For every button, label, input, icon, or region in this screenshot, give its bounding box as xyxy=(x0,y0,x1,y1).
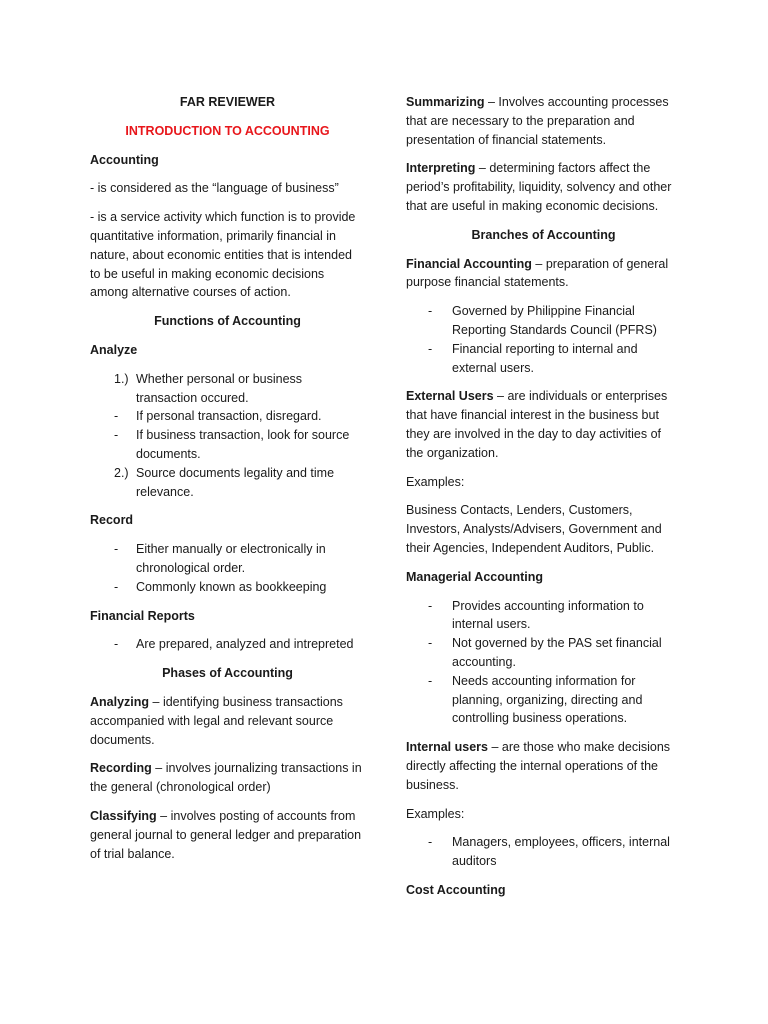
list-marker: - xyxy=(428,598,433,613)
classifying-term: Classifying xyxy=(90,808,157,823)
accounting-heading: Accounting xyxy=(90,152,159,167)
document-title: FAR REVIEWER xyxy=(179,95,276,109)
list-text: Whether personal or business transaction occured. xyxy=(136,371,303,405)
financial-accounting-text: – preparation of general purpose financial statements. xyxy=(406,256,669,290)
list-text: Provides accounting information to internal users. xyxy=(452,598,644,632)
list-marker: 2.) xyxy=(114,465,129,480)
list-text: If business transaction, look for source documents. xyxy=(136,428,350,461)
examples-text-1: Business Contacts, Lenders, Customers, Investors, Analysts/Advisers, Government and their Agencies, Independent Auditors, Public. xyxy=(406,503,662,555)
analyze-heading: Analyze xyxy=(90,342,138,357)
external-users-text: – are individuals or enterprises that have financial interest in the business but they are involved in the day to day activities of the organization. xyxy=(406,389,668,460)
list-marker: - xyxy=(428,673,433,688)
financial-accounting-paragraph xyxy=(406,255,681,293)
list-marker: - xyxy=(428,636,433,651)
classifying-paragraph xyxy=(90,807,365,863)
list-item xyxy=(406,340,681,378)
internal-users-term: Internal users xyxy=(406,740,488,755)
right-column xyxy=(406,93,681,910)
document-subtitle: INTRODUCTION TO ACCOUNTING xyxy=(125,123,330,138)
list-item xyxy=(90,370,365,408)
list-marker: 1.) xyxy=(114,371,129,386)
list-text: Governed by Philippine Financial Reporting Standards Council (PFRS) xyxy=(452,304,657,337)
cost-accounting-heading: Cost Accounting xyxy=(406,882,506,897)
list-marker: - xyxy=(428,835,433,850)
internal-users-text: – are those who make decisions directly affecting the internal operations of the business. xyxy=(406,740,671,792)
analyzing-text: – identifying business transactions accompanied with legal and relevant source documents. xyxy=(90,694,343,747)
financial-accounting-list xyxy=(406,302,681,377)
list-item xyxy=(90,464,365,502)
list-text: Commonly known as bookkeeping xyxy=(136,579,327,594)
interpreting-term: Interpreting xyxy=(406,161,476,176)
list-item xyxy=(90,578,365,597)
analyzing-term: Analyzing xyxy=(90,694,150,709)
internal-users-paragraph xyxy=(406,738,681,794)
recording-text: – involves journalizing transactions in the general (chronological order) xyxy=(90,761,362,795)
list-item xyxy=(90,635,365,654)
left-column xyxy=(90,93,365,873)
list-text: Are prepared, analyzed and intrepreted xyxy=(136,637,354,652)
record-list xyxy=(90,540,365,596)
phases-heading: Phases of Accounting xyxy=(162,666,293,681)
examples-label-1: Examples: xyxy=(406,474,465,489)
external-users-paragraph xyxy=(406,387,681,462)
accounting-definition-1: - is considered as the “language of business” xyxy=(90,181,339,196)
list-marker: - xyxy=(114,637,119,652)
financial-reports-heading: Financial Reports xyxy=(90,608,195,623)
interpreting-paragraph xyxy=(406,159,681,215)
analyzing-paragraph xyxy=(90,693,365,749)
analyze-list xyxy=(90,370,365,502)
classifying-text: – involves posting of accounts from general journal to general ledger and preparation of trial balance. xyxy=(90,808,362,861)
list-text: If personal transaction, disregard. xyxy=(136,409,322,424)
list-item xyxy=(90,426,365,464)
list-marker: - xyxy=(114,542,119,557)
list-text: Needs accounting information for planning, organizing, directing and controlling business operations. xyxy=(452,673,643,726)
list-item xyxy=(90,540,365,578)
managerial-accounting-list xyxy=(406,597,681,729)
list-marker: - xyxy=(114,409,119,424)
recording-term: Recording xyxy=(90,761,152,776)
summarizing-text: – Involves accounting processes that are necessary to the preparation and presentation of financial statements. xyxy=(406,95,669,147)
list-item xyxy=(406,597,681,635)
list-text: Financial reporting to internal and external users. xyxy=(452,341,638,375)
list-marker: - xyxy=(114,428,119,443)
internal-examples-list xyxy=(406,833,681,871)
financial-accounting-term: Financial Accounting xyxy=(406,256,532,271)
financial-reports-list xyxy=(90,635,365,654)
functions-heading: Functions of Accounting xyxy=(154,314,301,329)
record-heading: Record xyxy=(90,513,134,528)
list-item xyxy=(406,302,681,340)
list-item xyxy=(406,833,681,871)
external-users-term: External Users xyxy=(406,389,494,404)
examples-label-2: Examples: xyxy=(406,806,465,821)
summarizing-term: Summarizing xyxy=(406,95,485,109)
list-marker: - xyxy=(428,341,433,356)
list-text: Source documents legality and time relevance. xyxy=(136,465,335,499)
list-item xyxy=(90,407,365,426)
managerial-accounting-heading: Managerial Accounting xyxy=(406,569,544,584)
summarizing-paragraph xyxy=(406,93,681,149)
interpreting-text: – determining factors affect the period’s profitability, liquidity, solvency and other that are useful in making economic decisions. xyxy=(406,161,672,213)
accounting-definition-2: - is a service activity which function is to provide quantitative information, primarily financial in nature, about economic entities that is intended to be useful in making economic decisions among alternative courses of action. xyxy=(90,210,356,300)
list-text: Either manually or electronically in chronological order. xyxy=(136,542,326,575)
list-marker: - xyxy=(428,304,433,319)
list-item xyxy=(406,634,681,672)
list-text: Not governed by the PAS set financial accounting. xyxy=(452,636,662,669)
recording-paragraph xyxy=(90,759,365,797)
list-item xyxy=(406,672,681,728)
list-text: Managers, employees, officers, internal auditors xyxy=(452,835,670,869)
branches-heading: Branches of Accounting xyxy=(471,227,616,242)
list-marker: - xyxy=(114,579,119,594)
